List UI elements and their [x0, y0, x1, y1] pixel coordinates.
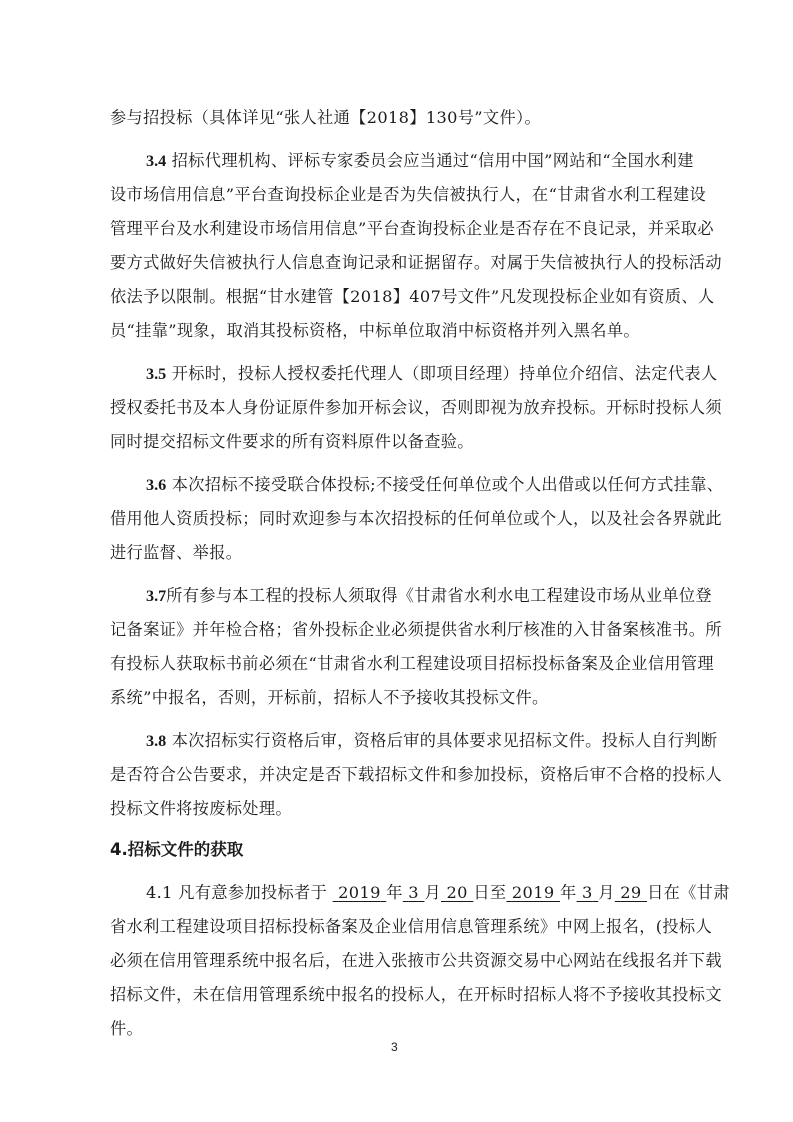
date-field: 29: [620, 883, 642, 902]
section-number: 3.5: [146, 365, 167, 383]
paragraph-line: 3.8 本次招标实行资格后审，资格后审的具体要求见招标文件。投标人自行判断: [146, 731, 718, 750]
section-number: 3.4: [146, 152, 167, 170]
paragraph-line: 要方式做好失信被执行人信息查询记录和证据留存。对属于失信被执行人的投标活动: [110, 253, 722, 272]
date-field: 3: [408, 883, 419, 902]
section-number: 3.6: [146, 476, 167, 494]
paragraph-line: 记备案证》并年检合格；省外投标企业必须提供省水利厅核准的入甘备案核准书。所: [110, 620, 722, 639]
date-field: 2019: [511, 883, 555, 902]
paragraph-line: 设市场信用信息”平台查询投标企业是否为失信被执行人，在“甘肃省水利工程建设: [110, 185, 707, 204]
page-number: 3: [391, 1040, 398, 1054]
section-number: 3.7: [146, 587, 167, 605]
paragraph-line: 有投标人获取标书前必须在“甘肃省水利工程建设项目招标投标备案及企业信用管理: [110, 654, 714, 673]
paragraph-line: 进行监督、举报。: [110, 543, 243, 562]
paragraph-line: 3.6 本次招标不接受联合体投标;不接受任何单位或个人出借或以任何方式挂靠、: [146, 475, 724, 494]
paragraph-line: 省水利工程建设项目招标投标备案及企业信用信息管理系统》中网上报名，(投标人: [110, 917, 713, 936]
paragraph-line: 系统”中报名，否则，开标前，招标人不予接收其投标文件。: [110, 688, 549, 707]
paragraph-line: 管理平台及水利建设市场信用信息”平台查询投标企业是否存在不良记录，并采取必: [110, 219, 714, 238]
paragraph-line: 同时提交招标文件要求的所有资料原件以备查验。: [110, 432, 474, 451]
paragraph-line: 件。: [110, 1019, 144, 1038]
section-number: 3.8: [146, 732, 167, 750]
paragraph-line: 4.1 凡有意参加投标者于 2019 年 3 月 20 日至 2019 年 3 月 29 日在《甘肃: [146, 883, 730, 902]
date-field: 3: [582, 883, 593, 902]
paragraph-line: 必须在信用管理系统中报名后，在进入张掖市公共资源交易中心网站在线报名并下载: [110, 951, 722, 970]
paragraph-line: 员“挂靠”现象，取消其投标资格，中标单位取消中标资格并列入黑名单。: [110, 321, 640, 340]
paragraph-line: 招标文件，未在信用管理系统中报名的投标人，在开标时招标人将不予接收其投标文: [110, 985, 722, 1004]
paragraph-line: 授权委托书及本人身份证原件参加开标会议，否则即视为放弃投标。开标时投标人须: [110, 398, 722, 417]
paragraph-line: 3.5 开标时，投标人授权委托代理人（即项目经理）持单位介绍信、法定代表人: [146, 364, 718, 383]
paragraph-line: 3.7所有参与本工程的投标人须取得《甘肃省水利水电工程建设市场从业单位登: [146, 586, 712, 605]
paragraph-line: 投标文件将按废标处理。: [110, 799, 292, 818]
date-field: 20: [446, 883, 468, 902]
paragraph-line: 借用他人资质投标；同时欢迎参与本次招投标的任何单位或个人，以及社会各界就此: [110, 509, 722, 528]
paragraph-line: 依法予以限制。根据“甘水建管【2018】407号文件”凡发现投标企业如有资质、人: [110, 287, 715, 306]
paragraph-line: 3.4 招标代理机构、评标专家委员会应当通过“信用中国”网站和“全国水利建: [146, 151, 694, 170]
date-field: 2019: [338, 883, 381, 902]
paragraph-line: 是否符合公告要求，并决定是否下载招标文件和参加投标，资格后审不合格的投标人: [110, 765, 722, 784]
paragraph-line: 参与招投标（具体详见“张人社通【2018】130号”文件）。: [110, 108, 541, 127]
section-heading: 4.招标文件的获取: [110, 840, 244, 859]
